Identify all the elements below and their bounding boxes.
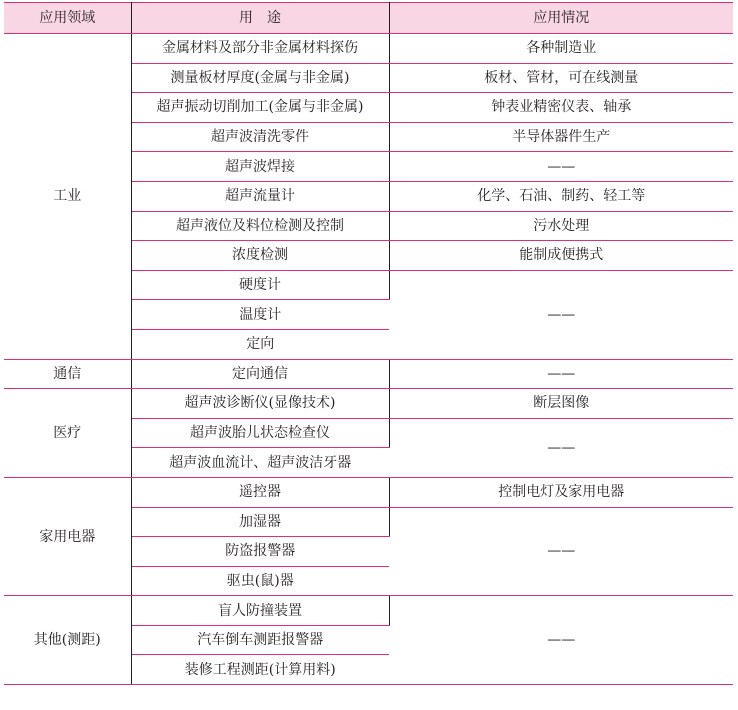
status-cell: 钟表业精密仪表、轴承 — [389, 93, 733, 123]
ultrasound-application-table — [4, 2, 733, 685]
use-cell: 超声振动切削加工(金属与非金属) — [131, 93, 389, 123]
use-cell: 浓度检测 — [131, 241, 389, 271]
category-industry: 工业 — [4, 34, 131, 360]
use-cell: 驱虫(鼠)器 — [131, 566, 389, 596]
use-cell: 超声流量计 — [131, 181, 389, 211]
use-cell: 汽车倒车测距报警器 — [131, 625, 389, 655]
status-cell-dash: —— — [389, 152, 733, 182]
use-cell: 盲人防撞装置 — [131, 596, 389, 626]
status-cell: 能制成便携式 — [389, 241, 733, 271]
status-cell: 各种制造业 — [389, 34, 733, 64]
use-cell: 超声波血流计、超声波洁牙器 — [131, 448, 389, 478]
table-row — [4, 477, 733, 507]
status-cell-dash: —— — [389, 418, 733, 477]
use-cell: 超声波诊断仪(显像技术) — [131, 389, 389, 419]
use-cell: 定向通信 — [131, 359, 389, 389]
status-cell: 控制电灯及家用电器 — [389, 477, 733, 507]
use-cell: 加湿器 — [131, 507, 389, 537]
use-cell: 定向 — [131, 329, 389, 359]
use-cell: 装修工程测距(计算用料) — [131, 655, 389, 685]
status-cell-dash: —— — [389, 507, 733, 596]
use-cell: 超声波清洗零件 — [131, 122, 389, 152]
use-cell: 超声波胎儿状态检查仪 — [131, 418, 389, 448]
use-cell: 温度计 — [131, 300, 389, 330]
use-cell: 测量板材厚度(金属与非金属) — [131, 63, 389, 93]
status-cell: 板材、管材，可在线测量 — [389, 63, 733, 93]
status-cell: 半导体器件生产 — [389, 122, 733, 152]
header-field: 应用领域 — [4, 3, 131, 34]
use-cell: 硬度计 — [131, 270, 389, 300]
table-row — [4, 359, 733, 389]
header-status: 应用情况 — [389, 3, 733, 34]
status-cell-dash: —— — [389, 270, 733, 359]
use-cell: 遥控器 — [131, 477, 389, 507]
table-row — [4, 34, 733, 64]
use-cell: 超声液位及料位检测及控制 — [131, 211, 389, 241]
use-cell: 金属材料及部分非金属材料探伤 — [131, 34, 389, 64]
table-row — [4, 389, 733, 419]
table-header-row — [4, 3, 733, 34]
status-cell: 化学、石油、制药、轻工等 — [389, 181, 733, 211]
use-cell: 防盗报警器 — [131, 537, 389, 567]
category-home-appliance: 家用电器 — [4, 477, 131, 595]
status-cell: 污水处理 — [389, 211, 733, 241]
header-use: 用 途 — [131, 3, 389, 34]
category-communication: 通信 — [4, 359, 131, 389]
category-other-ranging: 其他(测距) — [4, 596, 131, 685]
table-row — [4, 596, 733, 626]
use-cell: 超声波焊接 — [131, 152, 389, 182]
category-medical: 医疗 — [4, 389, 131, 478]
status-cell-dash: —— — [389, 359, 733, 389]
status-cell: 断层图像 — [389, 389, 733, 419]
status-cell-dash: —— — [389, 596, 733, 685]
